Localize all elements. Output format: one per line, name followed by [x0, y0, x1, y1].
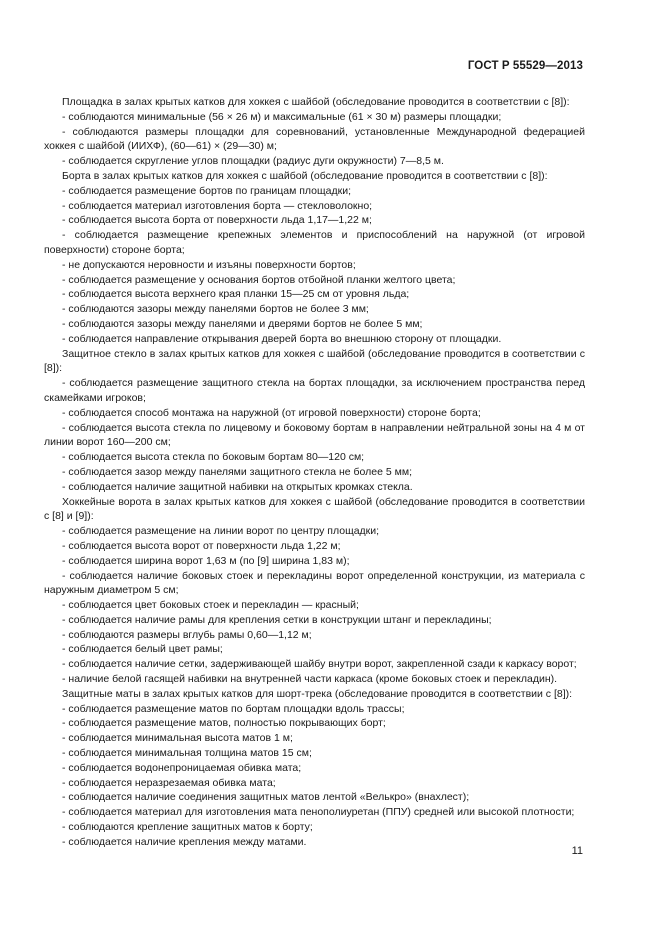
list-item: - соблюдается наличие рамы для крепления сетки в конструкции штанг и перекладины;	[62, 613, 492, 626]
list-item: - соблюдается водонепроницаемая обивка мата;	[62, 761, 302, 774]
list-item: - соблюдается размещение защитного стекла на бортах площадки, за исключением пространства перед скамейками игроков;	[44, 377, 585, 404]
list-item: - соблюдается размещение матов, полностью покрывающих борт;	[62, 717, 386, 730]
list-item: - соблюдается размещение матов по бортам площадки вдоль трассы;	[62, 702, 405, 715]
list-item: - соблюдаются зазоры между панелями бортов не более 3 мм;	[62, 303, 369, 316]
list-item: - соблюдается ширина ворот 1,63 м (по [9] ширина 1,83 м);	[62, 554, 350, 567]
list-item: - соблюдается скругление углов площадки (радиус дуги окружности) 7—8,5 м.	[62, 155, 444, 168]
list-item: - соблюдается высота ворот от поверхности льда 1,22 м;	[62, 539, 341, 552]
list-item: - соблюдаются размеры вглубь рамы 0,60—1,12 м;	[62, 628, 312, 641]
list-item: - соблюдается размещение крепежных элементов и приспособлений на наружной (от игровой поверхности) стороне борта;	[44, 229, 585, 256]
section-intro-boards: Борта в залах крытых катков для хоккея с шайбой (обследование проводится в соответствии с [8]):	[62, 169, 548, 182]
list-item: - соблюдается высота верхнего края планки 15—25 см от уровня льда;	[62, 288, 410, 301]
section-intro-protective-mats: Защитные маты в залах крытых катков для шорт-трека (обследование проводится в соответствии с [8]):	[62, 687, 573, 700]
list-item: - соблюдается наличие сетки, задерживающей шайбу внутри ворот, закрепленной сзади к каркасу ворот;	[62, 658, 577, 671]
list-item: - наличие белой гасящей набивки на внутренней части каркаса (кроме боковых стоек и перекладин).	[62, 673, 558, 686]
list-item: - соблюдается наличие крепления между матами.	[62, 835, 307, 848]
list-item: - соблюдается высота стекла по лицевому и боковому бортам в направлении нейтральной зоны на 4 м от линии ворот 160—200 см;	[44, 421, 585, 449]
list-item: - соблюдается высота стекла по боковым бортам 80—120 см;	[62, 451, 365, 464]
page-number: 11	[571, 845, 583, 857]
document-body	[44, 95, 585, 850]
section-intro-rink-area: Площадка в залах крытых катков для хоккея с шайбой (обследование проводится в соответствии с [8]):	[62, 96, 570, 108]
list-item: - соблюдается зазор между панелями защитного стекла не более 5 мм;	[62, 465, 413, 478]
list-item: - соблюдается минимальная толщина матов 15 см;	[62, 747, 312, 760]
list-item: - соблюдается способ монтажа на наружной (от игровой поверхности) стороне борта;	[62, 406, 481, 419]
list-item: - не допускаются неровности и изъяны поверхности бортов;	[62, 258, 356, 271]
list-item: - соблюдается белый цвет рамы;	[62, 643, 223, 656]
list-item: - соблюдается цвет боковых стоек и перекладин — красный;	[62, 599, 359, 612]
list-item: - соблюдается материал изготовления борта — стекловолокно;	[62, 199, 373, 212]
list-item: - соблюдаются зазоры между панелями и дверями бортов не более 5 мм;	[62, 317, 423, 330]
list-item: - соблюдается размещение у основания бортов отбойной планки желтого цвета;	[62, 273, 456, 286]
list-item: - соблюдается наличие защитной набивки на открытых кромках стекла.	[62, 480, 413, 493]
section-intro-hockey-goals: Хоккейные ворота в залах крытых катков для хоккея с шайбой (обследование проводится в соответствии с [8] и [9]):	[44, 495, 585, 523]
list-item: - соблюдается наличие соединения защитных матов лентой «Велькро» (внахлест);	[62, 791, 470, 804]
list-item: - соблюдается направление открывания дверей борта во внешнюю сторону от площадки.	[62, 332, 502, 345]
list-item: - соблюдается размещение бортов по границам площадки;	[62, 184, 351, 197]
list-item: - соблюдается минимальная высота матов 1 м;	[62, 732, 293, 745]
list-item: - соблюдается высота борта от поверхности льда 1,17—1,22 м;	[62, 214, 372, 227]
section-intro-protective-glass: Защитное стекло в залах крытых катков для хоккея с шайбой (обследование проводится в соответствии с [8]):	[44, 347, 585, 375]
list-item: - соблюдается размещение на линии ворот по центру площадки;	[62, 525, 380, 538]
list-item: - соблюдается материал для изготовления мата пенополиуретан (ППУ) средней или высокой плотности;	[62, 806, 575, 819]
list-item: - соблюдаются крепление защитных матов к борту;	[62, 821, 313, 834]
list-item: - соблюдается неразрезаемая обивка мата;	[62, 776, 276, 789]
list-item: - соблюдается наличие боковых стоек и перекладины ворот определенной конструкции, из материала с наружным диаметром 5 см;	[44, 569, 585, 597]
standard-code-header: ГОСТ Р 55529—2013	[467, 60, 583, 72]
list-item: - соблюдаются размеры площадки для соревнований, установленные Международной федерацией хоккея с шайбой (ИИХФ), (60—61) × (29—30) м;	[44, 125, 585, 153]
list-item: - соблюдаются минимальные (56 × 26 м) и максимальные (61 × 30 м) размеры площадки;	[62, 110, 502, 123]
